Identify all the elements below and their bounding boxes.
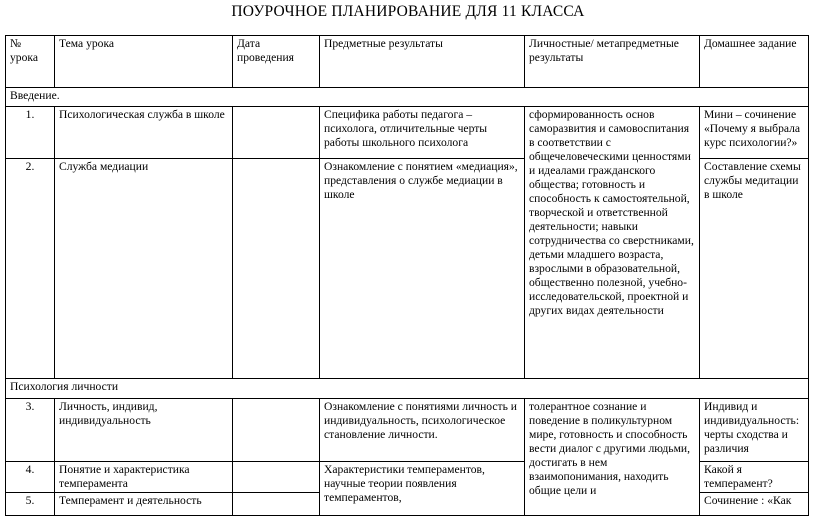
header-date: Дата проведения <box>233 36 320 88</box>
section-row <box>6 379 809 399</box>
table-row <box>6 107 809 159</box>
lesson-topic: Служба медиации <box>55 159 233 379</box>
lesson-number: 4. <box>6 462 55 493</box>
lesson-homework: Составление схемы службы медитации в школе <box>700 159 809 379</box>
lesson-number: 2. <box>6 159 55 379</box>
section-title: Психология личности <box>6 379 809 399</box>
lesson-subject-results: Ознакомление с понятием «медиация», представления о службе медиации в школе <box>320 159 525 379</box>
table-row <box>6 399 809 462</box>
header-homework: Домашнее задание <box>700 36 809 88</box>
header-num: № урока <box>6 36 55 88</box>
header-personal-results: Личностные/ метапредметные результаты <box>525 36 700 88</box>
page-title: ПОУРОЧНОЕ ПЛАНИРОВАНИЕ ДЛЯ 11 КЛАССА <box>231 3 585 20</box>
lesson-number: 3. <box>6 399 55 462</box>
lesson-topic: Психологическая служба в школе <box>55 107 233 159</box>
table-header-row <box>6 36 809 88</box>
lesson-subject-results: Характеристики темпераментов, научные теории появления темпераментов, <box>320 462 525 516</box>
section-title: Введение. <box>6 88 809 107</box>
lesson-subject-results: Ознакомление с понятиями личность и индивидуальность, психологическое становление личности. <box>320 399 525 462</box>
lesson-topic: Темперамент и деятельность <box>55 493 233 516</box>
lesson-topic: Личность, индивид, индивидуальность <box>55 399 233 462</box>
lesson-homework: Индивид и индивидуальность: черты сходства и различия <box>700 399 809 462</box>
lesson-subject-results: Специфика работы педагога – психолога, отличительные черты работы школьного психолога <box>320 107 525 159</box>
header-subject-results: Предметные результаты <box>320 36 525 88</box>
lesson-homework: Мини – сочинение «Почему я выбрала курс психологии?» <box>700 107 809 159</box>
lesson-homework: Сочинение : «Как <box>700 493 809 516</box>
lesson-plan-table <box>5 35 809 516</box>
lesson-topic: Понятие и характеристика темперамента <box>55 462 233 493</box>
lesson-personal-results: толерантное сознание и поведение в поликультурном мире, готовность и способность вести диалог с другими людьми, достигать в нем взаимопонимания, находить общие цели и <box>525 399 700 516</box>
section-row <box>6 88 809 107</box>
lesson-date <box>233 462 320 493</box>
lesson-number: 5. <box>6 493 55 516</box>
lesson-homework: Какой я темперамент? <box>700 462 809 493</box>
lesson-date <box>233 493 320 516</box>
lesson-date <box>233 107 320 159</box>
lesson-personal-results: сформированность основ саморазвития и самовоспитания в соответствии с общечеловеческими ценностями и идеалами гражданского общества; готовность и способность к самостоятельной, творческой и ответственной деятельности; навыки сотрудничества со сверстниками, детьми младшего возраста, взрослыми в образовательной, общественно полезной, учебно-исследовательской, проектной и других видах деятельности <box>525 107 700 379</box>
header-topic: Тема урока <box>55 36 233 88</box>
lesson-date <box>233 159 320 379</box>
lesson-date <box>233 399 320 462</box>
lesson-number: 1. <box>6 107 55 159</box>
